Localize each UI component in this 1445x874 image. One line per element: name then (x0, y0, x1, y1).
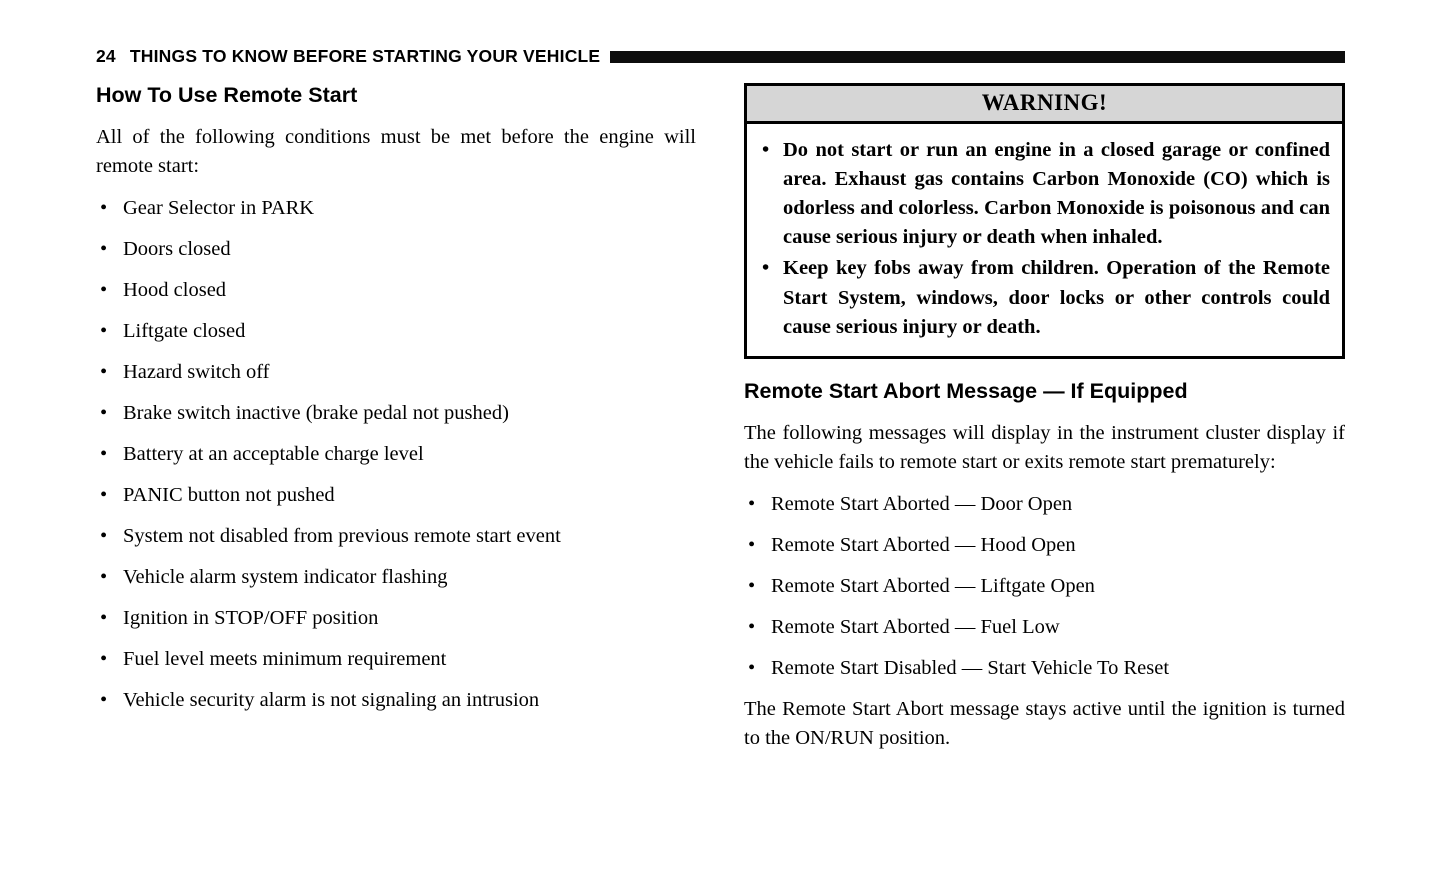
abort-intro-paragraph: The following messages will display in the instrument cluster display if the vehicle fails to remote start or exits remote start prematurely: (744, 421, 1345, 474)
conditions-list (96, 194, 696, 714)
list-item: • Hazard switch off (96, 358, 696, 386)
abort-messages-list (744, 490, 1345, 682)
warning-body (747, 124, 1342, 356)
warning-list (759, 136, 1330, 342)
list-item: • Doors closed (96, 235, 696, 263)
list-item: • Liftgate closed (96, 317, 696, 345)
list-item: • PANIC button not pushed (96, 481, 696, 509)
section-heading-remote-start: How To Use Remote Start (96, 83, 358, 107)
page-number: 24 (96, 46, 116, 66)
list-item: • Vehicle alarm system indicator flashing (96, 563, 696, 591)
list-item: • Fuel level meets minimum requirement (96, 645, 696, 673)
warning-item: • Keep key fobs away from children. Operation of the Remote Start System, windows, door locks or other controls could cause serious injury or death. (759, 254, 1330, 341)
list-item: • Hood closed (96, 276, 696, 304)
section-heading-abort-message: Remote Start Abort Message — If Equipped (744, 378, 1188, 403)
header-title: THINGS TO KNOW BEFORE STARTING YOUR VEHICLE (129, 46, 601, 66)
list-item: • Gear Selector in PARK (96, 194, 696, 222)
intro-paragraph: All of the following conditions must be met before the engine will remote start: (96, 125, 696, 178)
list-item: • Battery at an acceptable charge level (96, 440, 696, 468)
list-item: • Vehicle security alarm is not signaling an intrusion (96, 686, 696, 714)
two-column-layout (96, 83, 1345, 762)
list-item: • Remote Start Disabled — Start Vehicle To Reset (744, 654, 1345, 682)
warning-title: WARNING! (747, 86, 1342, 124)
warning-box (744, 83, 1345, 359)
list-item: • Remote Start Aborted — Liftgate Open (744, 572, 1345, 600)
list-item: • Brake switch inactive (brake pedal not pushed) (96, 399, 696, 427)
list-item: • System not disabled from previous remote start event (96, 522, 696, 550)
right-column (744, 83, 1345, 762)
header-rule-bar (610, 51, 1345, 63)
left-column (96, 83, 696, 762)
warning-item: • Do not start or run an engine in a closed garage or confined area. Exhaust gas contains Carbon Monoxide (CO) which is odorless and colorless. Carbon Monoxide is poisonous and can cause serious injury or death when inhaled. (759, 136, 1330, 252)
list-item: • Remote Start Aborted — Fuel Low (744, 613, 1345, 641)
running-header (96, 46, 1345, 67)
list-item: • Remote Start Aborted — Hood Open (744, 531, 1345, 559)
abort-outro-paragraph: The Remote Start Abort message stays active until the ignition is turned to the ON/RUN position. (744, 697, 1345, 750)
list-item: • Remote Start Aborted — Door Open (744, 490, 1345, 518)
list-item: • Ignition in STOP/OFF position (96, 604, 696, 632)
